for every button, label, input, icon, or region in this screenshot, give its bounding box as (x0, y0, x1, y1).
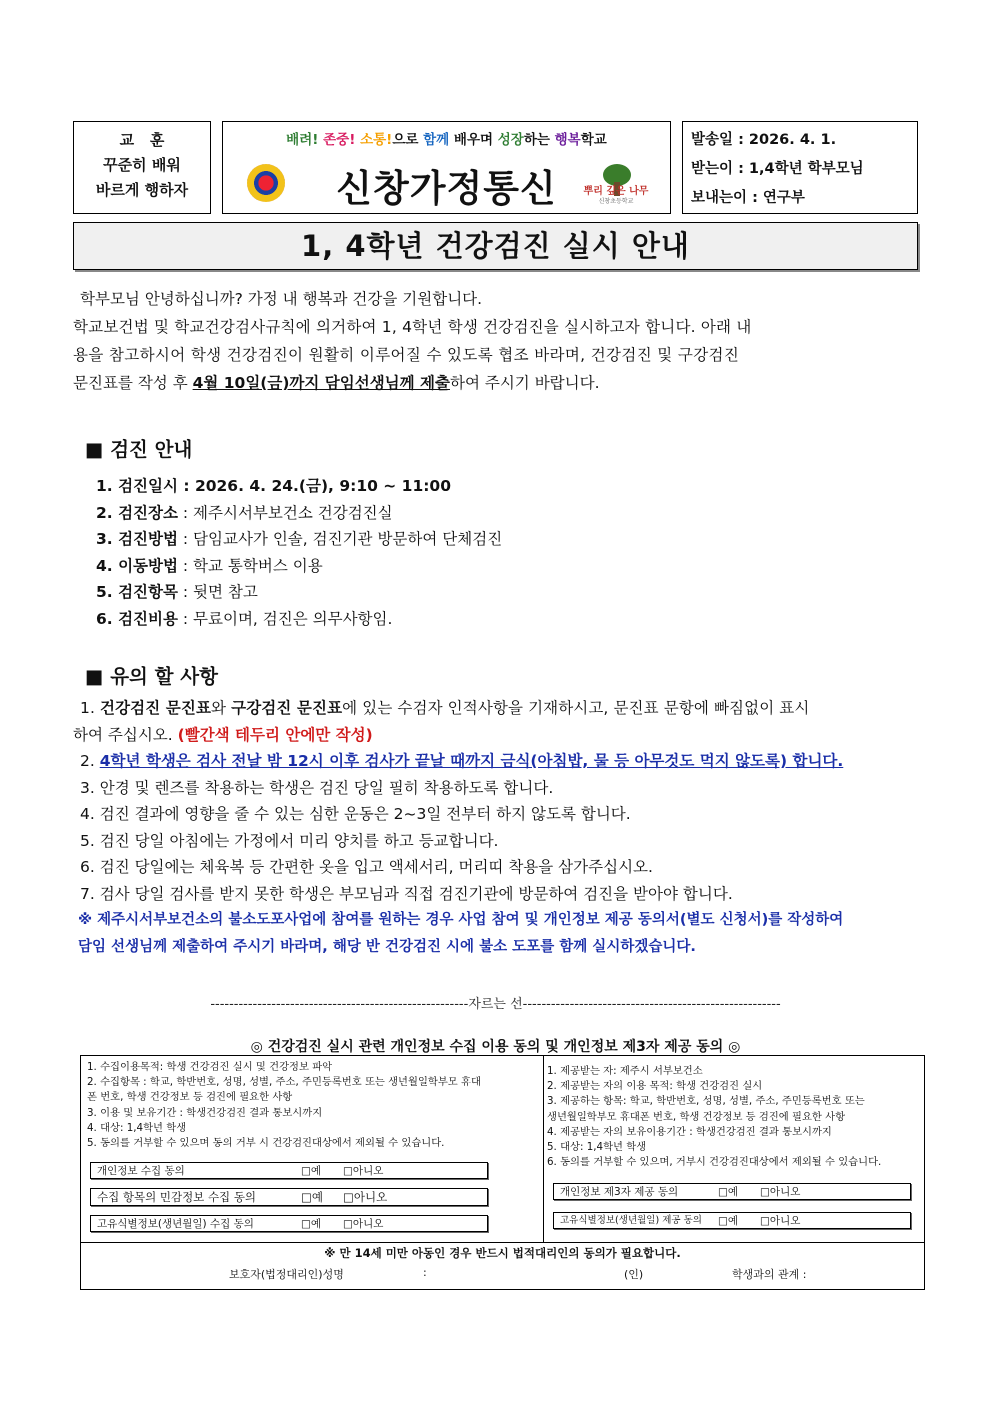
slogan-part: 행복 (554, 132, 581, 148)
conj: 와 (211, 699, 232, 717)
intro-line-2: 용을 참고하시어 학생 건강검진이 원활히 이루어질 수 있도록 협조 바라며, 건강검진 및 구강검진 (73, 346, 740, 364)
relation-field[interactable] (821, 1266, 911, 1282)
consent-third-party-terms (547, 1064, 919, 1170)
item-value: : 담임교사가 인솔, 검진기관 방문하여 단체검진 (177, 530, 503, 548)
checkup-item-contents (96, 579, 502, 606)
consent-yes-checkbox[interactable]: □예 (718, 1215, 739, 1227)
precaution-text: 하여 주십시오. (73, 725, 178, 744)
red-border-note: (빨간색 테두리 안에만 작성) (177, 725, 373, 744)
slogan-part: 학교 (580, 132, 607, 148)
precaution-6: 6. 검진 당일에는 체육복 등 간편한 옷을 입고 액세서리, 머리띠 착용을 삼가주십시오. (80, 858, 653, 876)
dispatch-info-box (682, 121, 918, 214)
slogan-part: 존중! (323, 132, 361, 148)
consent-term: 4. 대상: 1,4학년 학생 (87, 1121, 187, 1134)
checkup-info-list (96, 473, 502, 632)
cut-line: -------------------------------------------------------자르는 선------------------------------------------------------- (210, 997, 781, 1012)
consent-no-checkbox[interactable]: □아니오 (760, 1215, 801, 1227)
consent-term: 4. 제공받는 자의 보유이용기간 : 학생건강검진 결과 통보시까지 (547, 1125, 832, 1138)
consent-term: 생년월일학부모 휴대폰 번호, 학생 건강정보 등 검진에 필요한 사항 (547, 1110, 846, 1123)
item-label: 3. 검진방법 (96, 530, 178, 548)
intro-line-3 (73, 369, 600, 398)
sender: 보내는이 : 연구부 (691, 190, 805, 206)
school-motto-box (73, 121, 211, 214)
precaution-7: 7. 검사 당일 검사를 받지 못한 학생은 부모님과 직접 검진기관에 방문하여 검진을 받아야 합니다. (80, 884, 733, 903)
consent-no-checkbox[interactable]: □아니오 (343, 1165, 384, 1177)
fasting-note: 4학년 학생은 검사 전날 밤 12시 이후 검사가 끝날 때까지 금식(아침밥, 물 등 아무것도 먹지 않도록) 합니다. (99, 752, 844, 770)
consent-yes-checkbox[interactable]: □예 (301, 1190, 323, 1204)
minor-consent-note: ※ 만 14세 미만 아동인 경우 반드시 법적대리인의 동의가 필요합니다. (81, 1242, 924, 1261)
consent-term: 폰 번호, 학생 건강정보 등 검진에 필요한 사항 (87, 1091, 293, 1104)
consent-form (80, 1055, 925, 1290)
newsletter-title: 신창가정통신 (336, 167, 557, 210)
item-value: : 무료이며, 검진은 의무사항임. (177, 609, 393, 628)
school-slogan (223, 128, 670, 148)
page-title: 1, 4학년 건강검진 실시 안내 (73, 222, 918, 270)
precaution-text: 에 있는 수검자 인적사항을 기재하시고, 문진표 문항에 빠짐없이 표시 (342, 699, 810, 717)
intro-greeting: 학부모님 안녕하십니까? 가정 내 행복과 건강을 기원합니다. (80, 290, 483, 308)
precaution-4: 4. 검진 결과에 영향을 줄 수 있는 심한 운동은 2~3일 전부터 하지 않도록 합니다. (80, 805, 631, 823)
precaution-3: 3. 안경 및 렌즈를 착용하는 학생은 검진 당일 필히 착용하도록 합니다. (80, 778, 554, 797)
relation-label: 학생과의 관계 : (732, 1268, 807, 1281)
checkup-item-place (96, 500, 502, 527)
precaution-1 (73, 695, 923, 722)
submission-deadline: 4월 10일(금)까지 담임선생님께 제출 (192, 374, 450, 392)
tree-logo (583, 164, 649, 206)
item-label: 1. 검진일시 : (96, 477, 195, 495)
consent-collection-terms (87, 1060, 542, 1151)
consent-box-collection (90, 1162, 488, 1179)
consent-box-label: 고유식별정보(생년월일) 제공 동의 (560, 1215, 702, 1226)
motto-line-2: 바르게 행하자 (95, 181, 189, 199)
precaution-num: 2. (80, 752, 100, 770)
precaution-5: 5. 검진 당일 아침에는 가정에서 미리 양치를 하고 등교합니다. (80, 831, 499, 850)
consent-term: 1. 수집이용목적: 학생 건강검진 실시 및 건강정보 파악 (87, 1061, 333, 1073)
motto-title: 교 훈 (119, 131, 165, 149)
checkup-item-date (96, 473, 502, 500)
guardian-name-label: 보호자(법정대리인)성명 (229, 1268, 344, 1281)
item-value: : 뒷면 참고 (177, 583, 258, 601)
seal-mark: (인) (624, 1268, 644, 1281)
checkup-item-method (96, 526, 502, 553)
precautions-list (73, 695, 923, 960)
consent-yes-checkbox[interactable]: □예 (301, 1165, 322, 1177)
slogan-part: 성장 (497, 132, 524, 148)
checkup-item-transport (96, 553, 502, 580)
consent-no-checkbox[interactable]: □아니오 (343, 1190, 388, 1204)
consent-box-third-party (553, 1183, 911, 1200)
consent-term: 3. 이용 및 보유기간 : 학생건강검진 결과 통보시까지 (87, 1106, 323, 1119)
consent-divider (543, 1056, 544, 1242)
item-label: 5. 검진항목 (96, 583, 178, 601)
consent-term: 2. 제공받는 자의 이용 목적: 학생 건강검진 실시 (547, 1080, 763, 1093)
precaution-1-cont (73, 722, 923, 749)
health-questionnaire: 건강검진 문진표 (100, 699, 212, 717)
slogan-part: 함께 (423, 132, 450, 148)
newsletter-title-box (222, 121, 671, 214)
intro-line-1: 학교보건법 및 학교건강검사규칙에 의거하여 1, 4학년 학생 건강검진을 실시하고자 합니다. 아래 내 (73, 318, 752, 336)
slogan-part: 하는 (523, 132, 555, 148)
tree-logo-sub: 신창초등학교 (598, 198, 634, 205)
fluoride-note-1: ※ 제주시서부보건소의 불소도포사업에 참여를 원하는 경우 사업 참여 및 개인정보 제공 동의서(별도 신청서)를 작성하여 (78, 912, 844, 928)
consent-yes-checkbox[interactable]: □예 (301, 1218, 322, 1230)
consent-box-label: 수집 항목의 민감정보 수집 동의 (97, 1190, 257, 1204)
item-label: 6. 검진비용 (96, 609, 178, 628)
consent-box-sensitive (90, 1188, 488, 1206)
sent-date: 발송일 : 2026. 4. 1. (691, 132, 837, 148)
item-value: : 학교 통학버스 이용 (177, 556, 323, 575)
consent-box-label: 개인정보 수집 동의 (97, 1165, 185, 1177)
consent-yes-checkbox[interactable]: □예 (718, 1186, 739, 1198)
item-label: 4. 이동방법 (96, 556, 178, 575)
section-precautions-title: ■ 유의 할 사항 (85, 665, 218, 688)
guardian-name-field[interactable] (423, 1266, 653, 1282)
consent-box-label: 개인정보 제3자 제공 동의 (560, 1186, 679, 1198)
colon: : (423, 1266, 427, 1279)
fluoride-note-2: 담임 선생님께 제출하여 주시기 바라며, 해당 반 건강검진 시에 불소 도포를 함께 실시하겠습니다. (78, 938, 696, 955)
consent-term: 5. 대상: 1,4학년 학생 (547, 1141, 647, 1154)
slogan-part: 으로 (392, 132, 424, 148)
consent-box-label: 고유식별정보(생년월일) 수집 동의 (97, 1218, 254, 1230)
motto-line-1: 꾸준히 배워 (103, 156, 181, 174)
slogan-part: 배려! (286, 132, 324, 148)
item-label: 2. 검진장소 (96, 503, 178, 522)
slogan-part: 배우며 (449, 132, 498, 148)
consent-title: ◎ 건강검진 실시 관련 개인정보 수집 이용 동의 및 개인정보 제3자 제공 동의 ◎ (250, 1039, 741, 1055)
precaution-num: 1. (80, 699, 101, 717)
section-checkup-info-title: ■ 검진 안내 (85, 438, 193, 461)
consent-box-unique-id (90, 1215, 488, 1232)
item-value: 2026. 4. 24.(금), 9:10 ~ 11:00 (194, 477, 452, 495)
consent-term: 1. 제공받는 자: 제주시 서부보건소 (547, 1065, 703, 1077)
item-value: : 제주시서부보건소 건강검진실 (177, 503, 393, 522)
intro-line-3-post: 하여 주시기 바랍니다. (449, 374, 600, 392)
consent-term: 6. 동의를 거부할 수 있으며, 거부시 건강검진대상에서 제외될 수 있습니다. (547, 1156, 882, 1169)
consent-box-unique-id-provision (553, 1212, 911, 1229)
slogan-part: 소통! (360, 132, 393, 148)
consent-no-checkbox[interactable]: □아니오 (343, 1218, 384, 1230)
consent-term: 2. 수집항목 : 학교, 학반번호, 성명, 성별, 주소, 주민등록번호 또는 생년월일학부모 휴대 (87, 1076, 481, 1089)
precaution-2 (73, 748, 923, 775)
recipient: 받는이 : 1,4학년 학부모님 (691, 161, 864, 177)
consent-term: 3. 제공하는 항목: 학교, 학반번호, 성명, 성별, 주소, 주민등록번호 또는 (547, 1095, 865, 1108)
consent-no-checkbox[interactable]: □아니오 (760, 1186, 801, 1198)
dental-questionnaire: 구강검진 문진표 (231, 699, 343, 717)
intro-line-3-pre: 문진표를 작성 후 (73, 374, 193, 392)
consent-term: 5. 동의를 거부할 수 있으며 동의 거부 시 건강검진대상에서 제외될 수 있습니다. (87, 1137, 445, 1150)
tree-logo-label: 뿌리 깊은 나무 (583, 186, 649, 197)
checkup-item-cost (96, 606, 502, 633)
